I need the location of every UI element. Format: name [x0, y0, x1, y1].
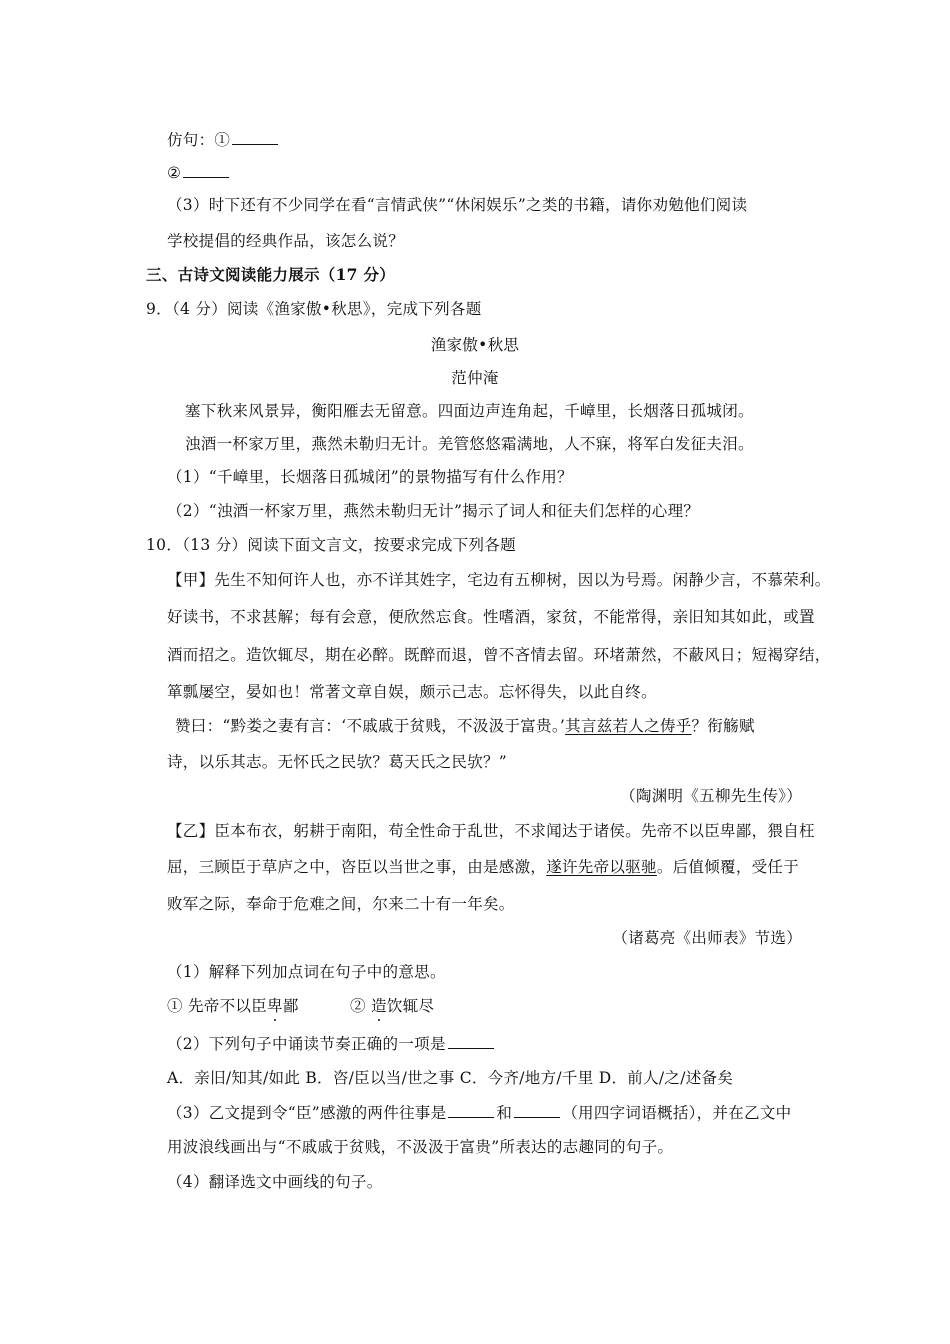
q10-sub2 — [167, 1033, 496, 1054]
poem-line-1: 塞下秋来风景异，衡阳雁去无留意。四面边声连角起，千嶂里，长烟落日孤城闭。 — [185, 402, 754, 420]
imitation-label: 仿句：① — [167, 131, 231, 149]
q10-sub1-item-b — [350, 996, 434, 1016]
poem-line-2: 浊酒一杯家万里，燕然未勒归无计。羌管悠悠霜满地，人不寐，将军白发征夫泪。 — [185, 435, 754, 453]
answer-blank — [514, 1102, 560, 1118]
answer-blank — [183, 162, 229, 178]
yi-source: （诸葛亮《出师表》节选） — [612, 929, 802, 947]
jia-line-1: 【甲】先生不知何许人也，亦不详其姓字，宅边有五柳树，因以为号焉。闲静少言，不慕荣利。 — [167, 571, 831, 589]
zan-text-tail: ？衔觞赋 — [691, 717, 755, 735]
yi-text: 屈，三顾臣于草庐之中，咨臣以当世之事，由是感激， — [167, 858, 547, 876]
yi-line-3: 败军之际，奉命于危难之间，尔来二十有一年矣。 — [167, 895, 515, 913]
yi-line-2 — [167, 857, 799, 877]
sub3-tail: （用四字词语概括），并在乙文中 — [562, 1104, 792, 1122]
q10-sub1-item-a — [167, 996, 299, 1016]
underlined-sentence: 其言兹若人之俦乎 — [565, 717, 692, 735]
jia-source: （陶渊明《五柳先生传》） — [620, 787, 802, 805]
q10-sub4: （4）翻译选文中画线的句子。 — [167, 1173, 383, 1191]
sub3-and: 和 — [496, 1104, 513, 1122]
poem-author: 范仲淹 — [451, 369, 499, 387]
circle-number-2: ② — [167, 164, 182, 182]
q10-stem: 10．（13 分）阅读下面文言文，按要求完成下列各题 — [146, 536, 516, 554]
jia-zan-line-1 — [175, 716, 755, 736]
answer-blank — [232, 129, 278, 145]
poem-title: 渔家傲•秋思 — [430, 336, 520, 354]
q9-stem: 9．（4 分）阅读《渔家傲•秋思》，完成下列各题 — [146, 300, 482, 318]
jia-line-2: 好读书，不求甚解；每有会意，便欣然忘食。性嗜酒，家贫，不能常得，亲旧知其如此，或置 — [167, 608, 815, 626]
jia-zan-line-2: 诗，以乐其志。无怀氏之民欤？葛天氏之民欤？” — [167, 753, 508, 771]
item-b-number: ② — [350, 997, 372, 1015]
answer-blank — [448, 1033, 494, 1049]
jia-line-4: 箪瓢屡空，晏如也！常著文章自娱，颇示己志。忘怀得失，以此自终。 — [167, 683, 657, 701]
imitation-sentence-line-2 — [167, 162, 231, 183]
q10-options: A．亲旧/知其/如此 B．咨/臣以当/世之事 C．今齐/地方/千里 D．前人/之/述备矣 — [167, 1069, 734, 1087]
item-a-tail: 鄙 — [282, 997, 299, 1015]
zan-text: 赞曰：“黔娄之妻有言：‘不戚戚于贫贱，不汲汲于富贵。’ — [175, 717, 566, 735]
jia-line-3: 酒而招之。造饮辄尽，期在必醉。既醉而退，曾不吝情去留。环堵萧然，不蔽风日；短褐穿结， — [167, 646, 831, 664]
imitation-sentence-line-1 — [167, 129, 280, 150]
q10-sub2-text: （2）下列句子中诵读节奏正确的一项是 — [167, 1035, 446, 1053]
underlined-sentence: 遂许先帝以驱驰 — [546, 858, 657, 876]
item-a-text: ① 先帝不以臣 — [167, 997, 268, 1015]
q10-sub3-line-2: 用波浪线画出与“不戚戚于贫贱，不汲汲于富贵”所表达的志趣同的句子。 — [167, 1138, 674, 1156]
q10-sub3-line-1 — [167, 1102, 792, 1123]
q8-sub3-line-2: 学校提倡的经典作品，该怎么说？ — [167, 232, 405, 250]
answer-blank — [448, 1102, 494, 1118]
dotted-character: 造 — [371, 997, 387, 1015]
dotted-character: 卑 — [267, 997, 283, 1015]
sub3-text: （3）乙文提到令“臣”感激的两件往事是 — [167, 1104, 447, 1122]
q9-sub2: （2）“浊酒一杯家万里，燕然未勒归无计”揭示了词人和征夫们怎样的心理？ — [167, 502, 700, 520]
section-heading: 三、古诗文阅读能力展示（17 分） — [146, 265, 396, 284]
item-b-tail: 饮辄尽 — [386, 997, 435, 1015]
q8-sub3-line-1: （3）时下还有不少同学在看“言情武侠”“休闲娱乐”之类的书籍，请你劝勉他们阅读 — [167, 196, 748, 214]
yi-line-1: 【乙】臣本布衣，躬耕于南阳，苟全性命于乱世，不求闻达于诸侯。先帝不以臣卑鄙，猥自枉 — [167, 822, 815, 840]
q9-sub1: （1）“千嶂里，长烟落日孤城闭”的景物描写有什么作用？ — [167, 468, 573, 486]
yi-text-tail: 。后值倾覆，受任于 — [656, 858, 800, 876]
q10-sub1: （1）解释下列加点词在句子中的意思。 — [167, 963, 446, 981]
